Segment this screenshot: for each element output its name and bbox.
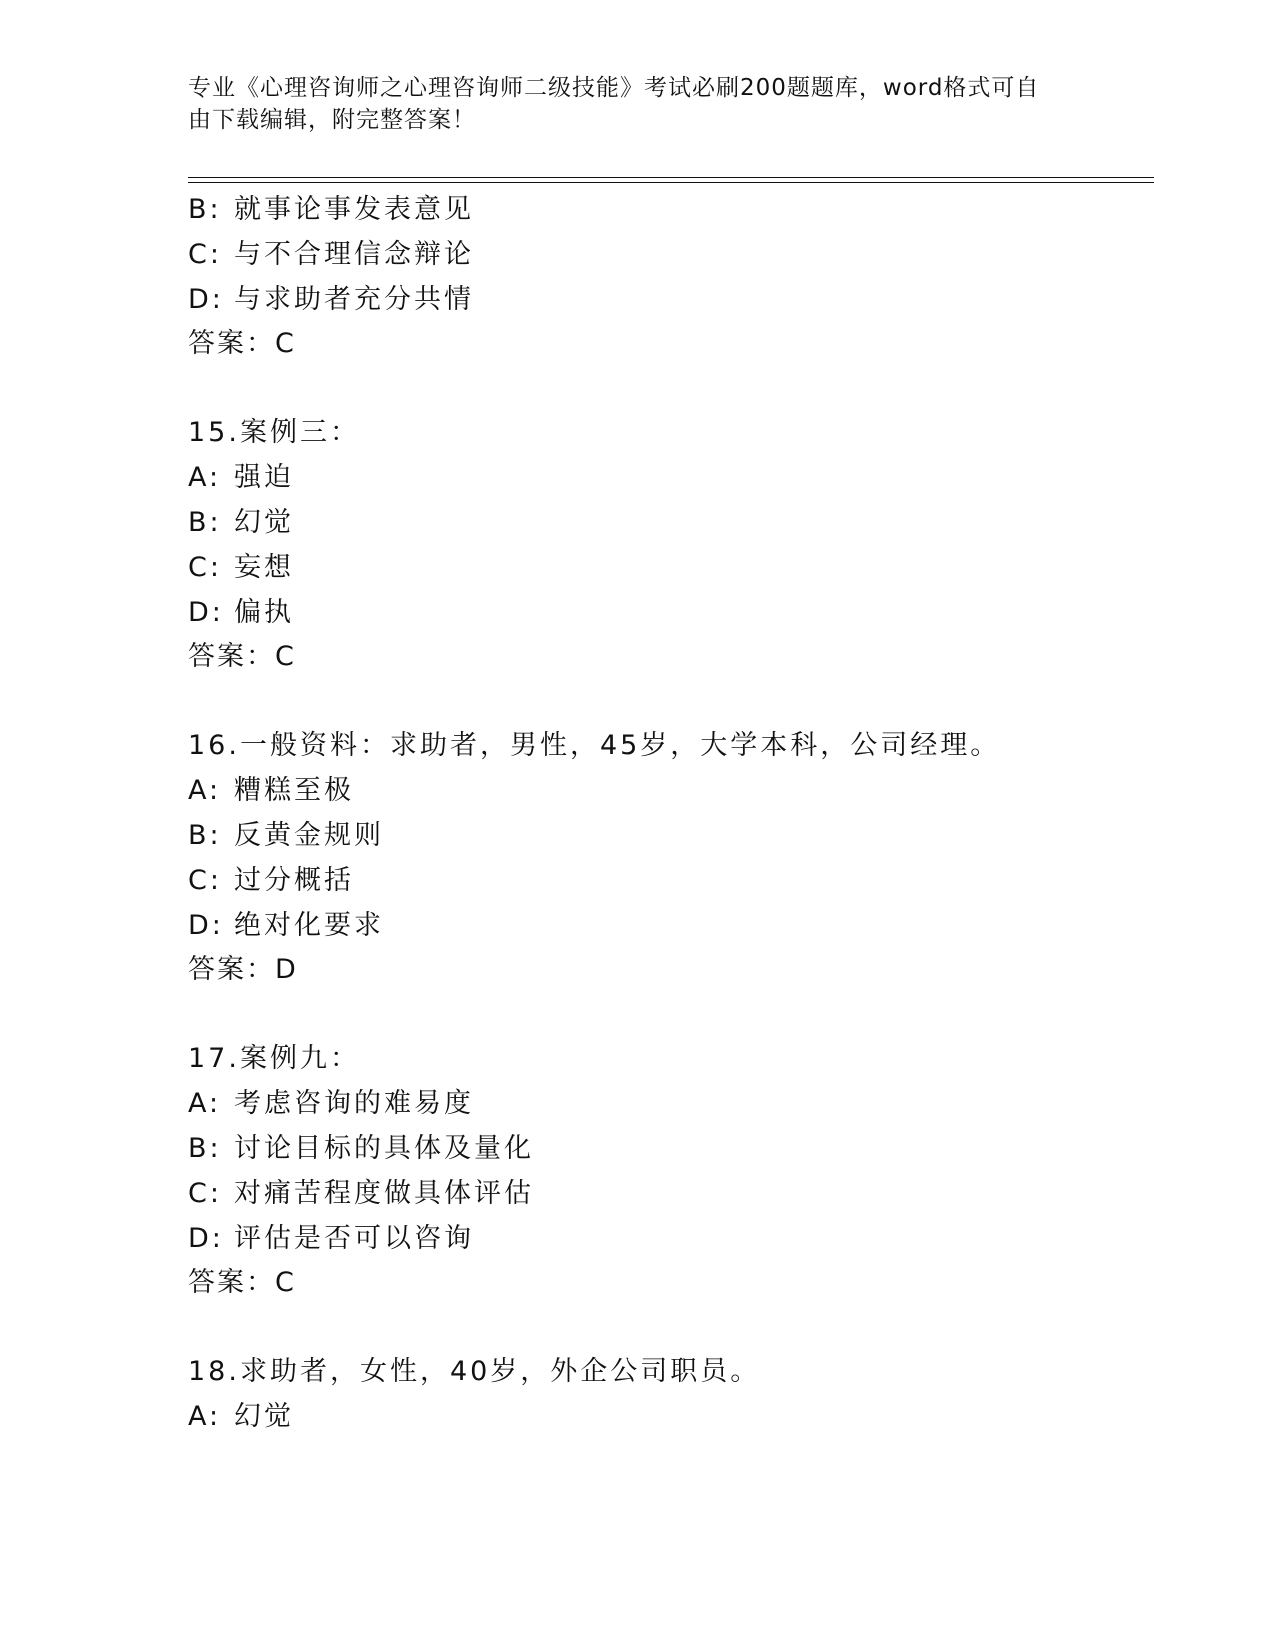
question-18: 18.求助者，女性，40岁，外企公司职员。 xyxy=(188,1356,761,1387)
option-b: B: 幻觉 xyxy=(188,507,294,538)
option-a: A: 幻觉 xyxy=(188,1401,294,1432)
option-a: A: 强迫 xyxy=(188,462,294,493)
option-d: D: 绝对化要求 xyxy=(188,910,384,941)
option-a: A: 考虑咨询的难易度 xyxy=(188,1088,474,1119)
answer-line: 答案：C xyxy=(188,1267,296,1298)
option-b: B: 讨论目标的具体及量化 xyxy=(188,1133,534,1164)
answer-line: 答案：C xyxy=(188,328,296,359)
option-c: C: 对痛苦程度做具体评估 xyxy=(188,1178,534,1209)
option-c: C: 与不合理信念辩论 xyxy=(188,239,474,270)
option-d: D: 评估是否可以咨询 xyxy=(188,1223,474,1254)
option-a: A: 糟糕至极 xyxy=(188,775,354,806)
option-b: B: 反黄金规则 xyxy=(188,820,384,851)
option-d: D: 与求助者充分共情 xyxy=(188,284,474,315)
answer-line: 答案：D xyxy=(188,954,298,985)
document-header xyxy=(188,72,1068,136)
option-d: D: 偏执 xyxy=(188,597,294,628)
header-line-2: 由下载编辑，附完整答案！ xyxy=(188,107,476,133)
question-15: 15.案例三： xyxy=(188,417,360,448)
question-16: 16.一般资料：求助者，男性，45岁，大学本科，公司经理。 xyxy=(188,730,1001,761)
header-line-1: 专业《心理咨询师之心理咨询师二级技能》考试必刷200题题库，word格式可自 xyxy=(188,75,1040,101)
option-c: C: 妄想 xyxy=(188,552,294,583)
question-17: 17.案例九： xyxy=(188,1043,360,1074)
header-divider-bottom xyxy=(188,182,1154,183)
option-c: C: 过分概括 xyxy=(188,865,354,896)
header-divider-top xyxy=(188,177,1154,178)
option-b: B: 就事论事发表意见 xyxy=(188,194,474,225)
answer-line: 答案：C xyxy=(188,641,296,672)
